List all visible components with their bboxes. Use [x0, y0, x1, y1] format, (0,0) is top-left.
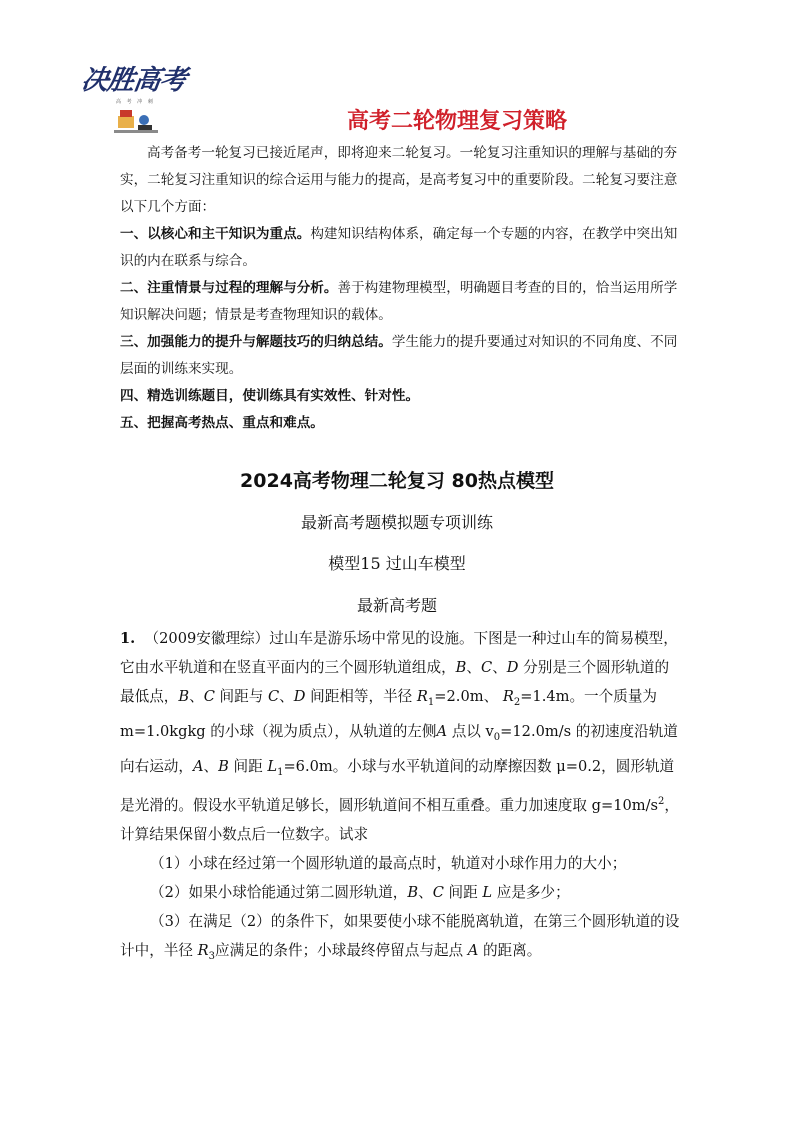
section-subtitle: 最新高考题模拟题专项训练: [300, 513, 493, 532]
problem-1: [120, 624, 682, 970]
logo-text: 决胜高考: [79, 65, 188, 96]
strategy-point: 二、注重情景与过程的理解与分析。善于构建物理模型，明确题目考查的目的，恰当运用所学知识解决问题；情景是考查物理知识的载体。: [120, 280, 678, 323]
section-title: 2024高考物理二轮复习 80热点模型: [240, 470, 554, 492]
question-2: （2）如果小球恰能通过第二圆形轨道，B、C 间距 L 应是多少；: [150, 883, 570, 901]
strategy-point: 一、以核心和主干知识为重点。构建知识结构体系，确定每一个专题的内容，在教学中突出知识的内在联系与综合。: [120, 226, 678, 269]
strategy-point: 三、加强能力的提升与解题技巧的归纳总结。学生能力的提升要通过对知识的不同角度、不同层面的训练来实现。: [120, 334, 678, 377]
question-3: （3）在满足（2）的条件下，如果要使小球不能脱离轨道，在第三个圆形轨道的设计中，半径 $R_3$应满足的条件；小球最终停留点与起点 A 的距离。: [120, 912, 680, 962]
intro-paragraph: 高考备考一轮复习已接近尾声，即将迎来二轮复习。一轮复习注重知识的理解与基础的夯实，二轮复习注重知识的综合运用与能力的提高，是高考复习中的重要阶段。二轮复习要注意以下几个方面：: [120, 145, 678, 215]
intro-section: [120, 140, 682, 437]
part-title: 最新高考题: [356, 596, 437, 615]
question-1: （1）小球在经过第一个圆形轨道的最高点时，轨道对小球作用力的大小；: [150, 854, 627, 872]
strategy-point: 五、把握高考热点、重点和难点。: [120, 415, 324, 431]
model-title: 模型15 过山车模型: [328, 554, 466, 573]
page-title: 高考二轮物理复习策略: [346, 109, 567, 134]
problem-body: 1. （2009安徽理综）过山车是游乐场中常见的设施。下图是一种过山车的简易模型，它由水平轨道和在竖直平面内的三个圆形轨道组成，B、C、D 分别是三个圆形轨道的最低点，B、C 间距与 C、D 间距相等，半径 $R_1=2.0m$、 $R_2=1.4m$。一个质量为 m=1.0kgkg 的小球（视为质点），从轨道的左侧A 点以 $v_0=12.0m/s$ 的初速度沿轨道向右运动，A、B 间距 $L_1=6.0m$。小球与水平轨道间的动摩擦因数 μ=0.2，圆形轨道是光滑的。假设水平轨道足够长，圆形轨道间不相互重叠。重力加速度取 $g=10m/s^2$，计算结果保留小数点后一位数字。试求: [120, 630, 680, 843]
logo-subtext: 高 考 冲 刺: [116, 99, 155, 105]
strategy-point: 四、精选训练题目，使训练具有实效性、针对性。: [120, 388, 420, 404]
